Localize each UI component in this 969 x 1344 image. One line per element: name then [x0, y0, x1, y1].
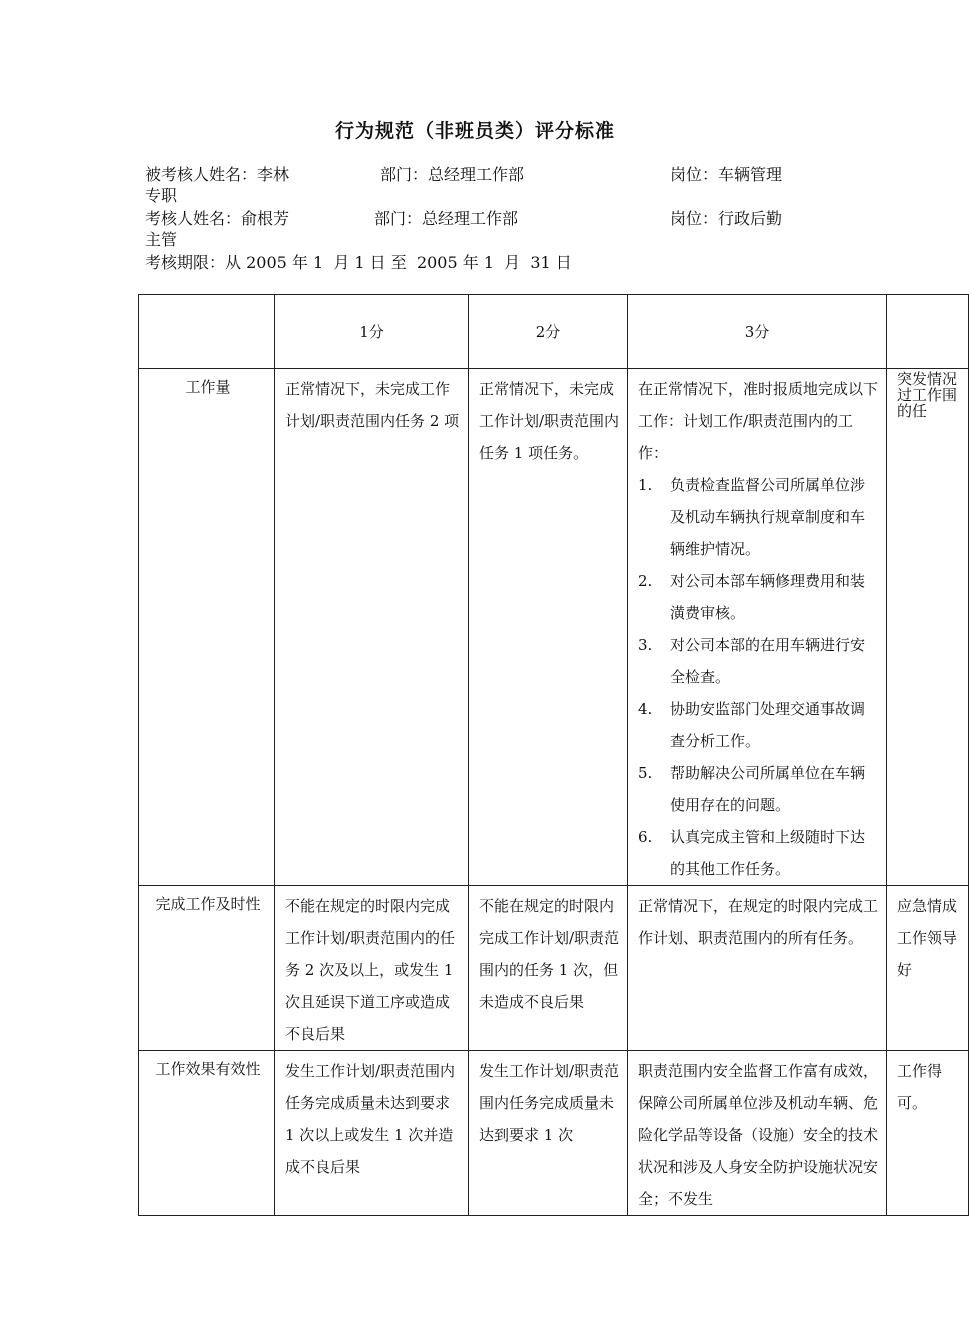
cell-workload-score2: 正常情况下，未完成工作计划/职责范围内任务 1 项任务。 — [469, 369, 628, 886]
list-item — [638, 565, 879, 629]
assessee-position: 岗位：车辆管理 — [670, 165, 783, 184]
list-item-number: 6. — [638, 828, 653, 846]
assessee-department: 部门：总经理工作部 — [380, 165, 525, 184]
workload-task-list — [638, 469, 879, 885]
cell-workload-score1: 正常情况下，未完成工作计划/职责范围内任务 2 项 — [275, 369, 469, 886]
list-item-number: 2. — [638, 572, 653, 590]
list-item-number: 4. — [638, 700, 653, 718]
cell-timeliness-score3: 正常情况下，在规定的时限内完成工作计划、职责范围内的所有任务。 — [628, 886, 887, 1051]
list-item-text: 协助安监部门处理交通事故调查分析工作。 — [670, 700, 866, 750]
cell-timeliness-score2: 不能在规定的时限内完成工作计划/职责范围内的任务 1 次，但未造成不良后果 — [469, 886, 628, 1051]
list-item-number: 3. — [638, 636, 653, 654]
list-item — [638, 757, 879, 821]
cell-effectiveness-score2: 发生工作计划/职责范围内任务完成质量未达到要求 1 次 — [469, 1051, 628, 1216]
cell-effectiveness-score4: 工作得可。 — [887, 1051, 969, 1216]
list-item-text: 对公司本部车辆修理费用和装潢费审核。 — [670, 572, 866, 622]
assessor-name: 考核人姓名：俞根芳 — [145, 209, 290, 228]
cell-workload-score3 — [628, 369, 887, 886]
list-item-text: 负责检查监督公司所属单位涉及机动车辆执行规章制度和车辆维护情况。 — [670, 476, 866, 558]
header-cell-score2: 2分 — [469, 295, 628, 369]
cell-effectiveness-score1: 发生工作计划/职责范围内任务完成质量未达到要求 1 次以上或发生 1 次并造成不良后果 — [275, 1051, 469, 1216]
list-item — [638, 693, 879, 757]
row-label-workload: 工作量 — [139, 369, 275, 886]
assessee-position-wrap: 专职 — [145, 186, 178, 205]
list-item — [638, 629, 879, 693]
header-cell-blank — [139, 295, 275, 369]
table-row-effectiveness — [139, 1051, 969, 1216]
table-row-timeliness — [139, 886, 969, 1051]
list-item — [638, 821, 879, 885]
assessor-position: 岗位：行政后勤 — [670, 209, 783, 228]
assessor-department: 部门：总经理工作部 — [374, 209, 519, 228]
row-label-timeliness: 完成工作及时性 — [139, 886, 275, 1051]
assessment-period: 考核期限：从 2005 年 1 月 1 日 至 2005 年 1 月 31 日 — [145, 253, 572, 272]
list-item-text: 认真完成主管和上级随时下达的其他工作任务。 — [670, 828, 866, 878]
workload-score3-intro: 在正常情况下，准时报质地完成以下工作：计划工作/职责范围内的工作： — [638, 380, 879, 462]
cell-timeliness-score4: 应急情成工作领导好 — [887, 886, 969, 1051]
list-item-text: 对公司本部的在用车辆进行安全检查。 — [670, 636, 866, 686]
list-item — [638, 469, 879, 565]
document-title: 行为规范（非班员类）评分标准 — [334, 120, 615, 142]
scoring-table — [138, 294, 969, 1216]
list-item-number: 5. — [638, 764, 653, 782]
cell-effectiveness-score3: 职责范围内安全监督工作富有成效，保障公司所属单位涉及机动车辆、危险化学品等设备（设施）安全的技术状况和涉及人身安全防护设施状况安全；不发生 — [628, 1051, 887, 1216]
header-row — [139, 295, 969, 369]
table-row-workload — [139, 369, 969, 886]
row-label-effectiveness: 工作效果有效性 — [139, 1051, 275, 1216]
assessee-name: 被考核人姓名：李林 — [145, 165, 290, 184]
assessor-position-wrap: 主管 — [145, 230, 178, 249]
list-item-text: 帮助解决公司所属单位在车辆使用存在的问题。 — [670, 764, 866, 814]
list-item-number: 1. — [638, 476, 653, 494]
header-cell-score3: 3分 — [628, 295, 887, 369]
header-cell-score4 — [887, 295, 969, 369]
cell-workload-score4: 突发情况过工作围的任 — [887, 369, 969, 886]
header-cell-score1: 1分 — [275, 295, 469, 369]
cell-timeliness-score1: 不能在规定的时限内完成工作计划/职责范围内的任务 2 次及以上，或发生 1 次且延误下道工序或造成不良后果 — [275, 886, 469, 1051]
